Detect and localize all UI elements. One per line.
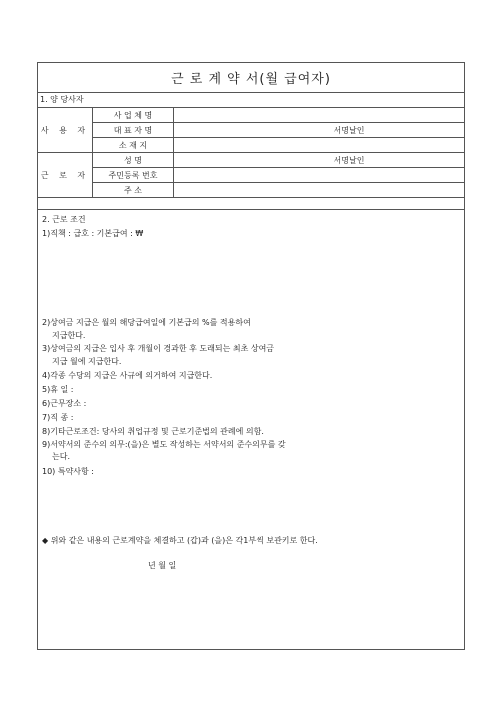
clause: 7)직 종 : <box>42 413 74 422</box>
contract-title: 근 로 계 약 서(월 급여자) <box>38 63 464 93</box>
field-label: 소 재 지 <box>93 138 174 153</box>
table-row <box>38 108 464 123</box>
field-label: 사 업 체 명 <box>93 108 174 123</box>
date-line: 년 월 일 <box>148 561 177 570</box>
clause: 2)상여금 지급은 월의 해당급여일에 기본급의 %를 적용하여 <box>42 318 251 327</box>
clause: 5)휴 일 : <box>42 385 74 394</box>
position-line: 1)직책 : 급호 : 기본급여 : ₩ <box>42 229 144 238</box>
field-value <box>174 183 465 198</box>
field-label: 주민등록 번호 <box>93 168 174 183</box>
field-value: 서명날인 <box>174 153 465 168</box>
clause: 는다. <box>52 452 70 461</box>
clause: 8)기타근로조건: 당사의 취업규정 및 근로기준법의 관례에 의함. <box>42 427 264 436</box>
employer-label: 사 용 자 <box>38 108 93 153</box>
employee-label: 근 로 자 <box>38 153 93 198</box>
field-value <box>174 138 465 153</box>
table-row <box>38 123 464 138</box>
field-value: 서명날인 <box>174 123 465 138</box>
divider <box>38 209 464 210</box>
contract-frame <box>37 62 465 650</box>
field-label: 성 명 <box>93 153 174 168</box>
clause: 3)상여금의 지급은 입사 후 개월이 경과한 후 도래되는 최초 상여금 <box>42 344 275 353</box>
field-label: 대 표 자 명 <box>93 123 174 138</box>
field-value <box>174 108 465 123</box>
clause: 10) 특약사항 : <box>42 467 94 476</box>
clause: 9)서약서의 준수의 의무:(을)은 별도 작성하는 서약서의 준수의무를 갖 <box>42 440 286 449</box>
table-row <box>38 168 464 183</box>
parties-table <box>38 108 464 198</box>
table-row <box>38 138 464 153</box>
field-value <box>174 168 465 183</box>
section2-heading: 2. 근로 조건 <box>42 215 86 224</box>
field-label: 주 소 <box>93 183 174 198</box>
clause: 지급 월에 지급한다. <box>52 357 122 366</box>
section1-heading: 1. 양 당사자 <box>38 93 464 108</box>
table-row <box>38 153 464 168</box>
clause: 지급한다. <box>52 331 86 340</box>
table-row <box>38 183 464 198</box>
closing-statement: ◆ 위와 같은 내용의 근로계약을 체결하고 (갑)과 (을)은 각1부씩 보관키로 한다. <box>42 536 318 545</box>
clause: 4)각종 수당의 지급은 사규에 의거하여 지급한다. <box>42 371 213 380</box>
clause: 6)근무장소 : <box>42 399 87 408</box>
